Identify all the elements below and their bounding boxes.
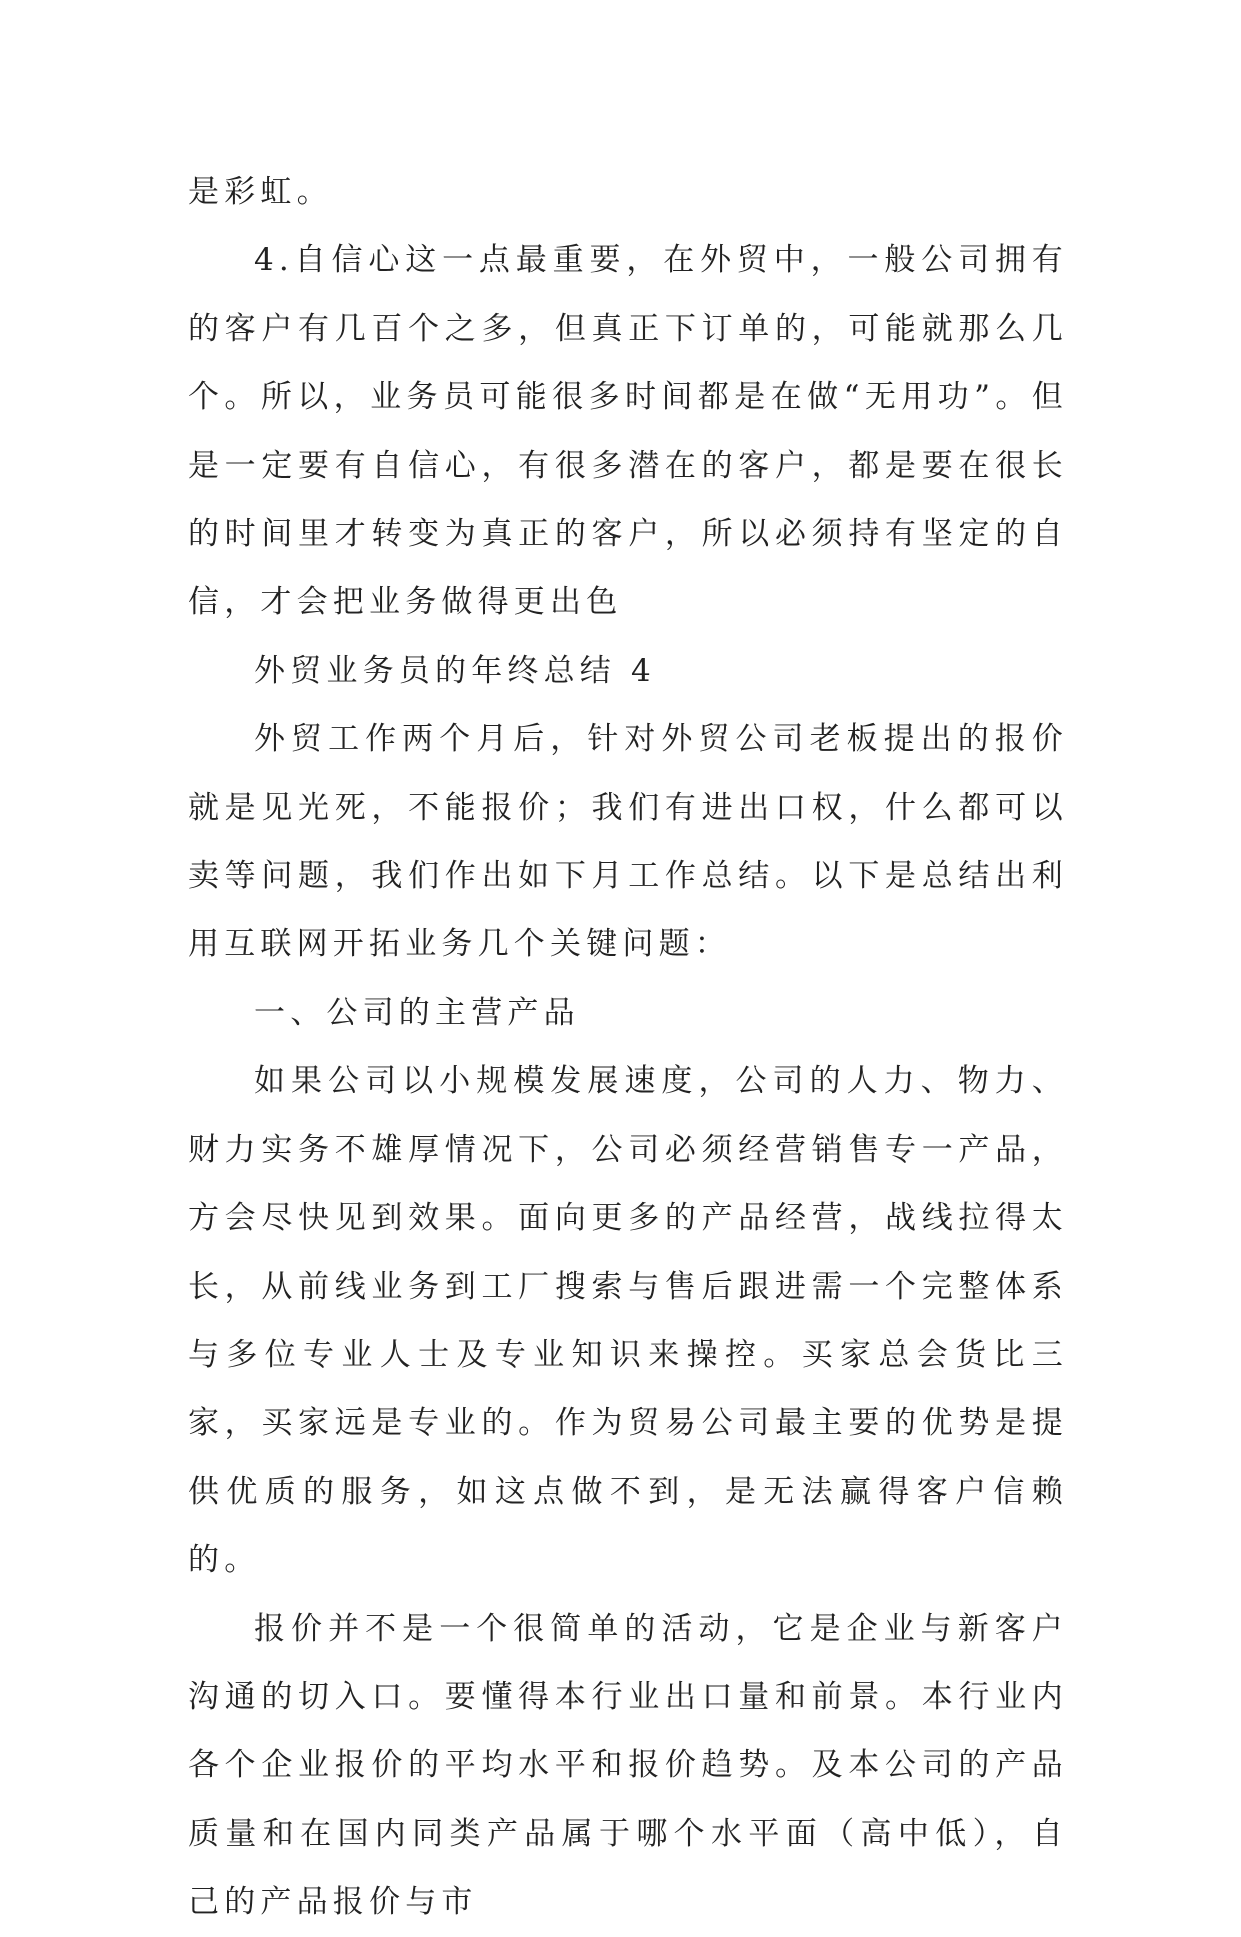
paragraph-intro: 外贸工作两个月后，针对外贸公司老板提出的报价就是见光死，不能报价；我们有进出口权，什么都可以卖等问题，我们作出如下月工作总结。以下是总结出利用互联网开拓业务几个关键问题： [188, 721, 1068, 963]
paragraph-quotation: 报价并不是一个很简单的活动，它是企业与新客户沟通的切入口。要懂得本行业出口量和前景。本行业内各个企业报价的平均水平和报价趋势。及本公司的产品质量和在国内同类产品属于哪个水平面（高中低），自己的产品报价与市 [188, 1610, 1068, 1921]
subheading-main-products: 一、公司的主营产品 [254, 994, 580, 1031]
paragraph-confidence: 4.自信心这一点最重要，在外贸中，一般公司拥有的客户有几百个之多，但真正下订单的，可能就那么几个。所以，业务员可能很多时间都是在做“无用功”。但是一定要有自信心，有很多潜在的客户，都是要在很长的时间里才转变为真正的客户，所以必须持有坚定的自信，才会把业务做得更出色 [188, 242, 1068, 621]
document-body [188, 158, 1068, 1937]
paragraph-continuation: 是彩虹。 [188, 174, 333, 210]
section-title: 外贸业务员的年终总结 4 [254, 652, 656, 689]
paragraph-products: 如果公司以小规模发展速度，公司的人力、物力、财力实务不雄厚情况下，公司必须经营销售专一产品，方会尽快见到效果。面向更多的产品经营，战线拉得太长，从前线业务到工厂搜索与售后跟进需一个完整体系与多位专业人士及专业知识来操控。买家总会货比三家，买家远是专业的。作为贸易公司最主要的优势是提供优质的服务，如这点做不到，是无法赢得客户信赖的。 [188, 1063, 1068, 1579]
